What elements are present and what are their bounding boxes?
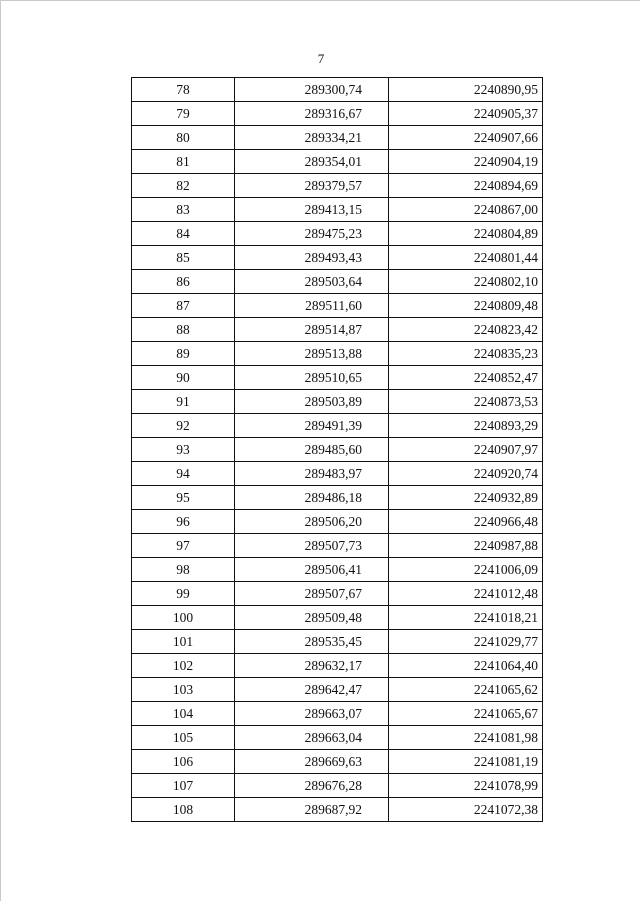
coordinates-table (131, 77, 543, 822)
y-coordinate-cell: 2240920,74 (389, 462, 543, 486)
coordinates-table-body (132, 78, 543, 822)
x-coordinate-cell: 289485,60 (235, 438, 389, 462)
y-coordinate-cell: 2241064,40 (389, 654, 543, 678)
point-number-cell: 95 (132, 486, 235, 510)
point-number-cell: 97 (132, 534, 235, 558)
x-coordinate-cell: 289632,17 (235, 654, 389, 678)
y-coordinate-cell: 2240823,42 (389, 318, 543, 342)
x-coordinate-cell: 289535,45 (235, 630, 389, 654)
point-number-cell: 81 (132, 150, 235, 174)
point-number-cell: 88 (132, 318, 235, 342)
y-coordinate-cell: 2241081,98 (389, 726, 543, 750)
table-row (132, 798, 543, 822)
point-number-cell: 93 (132, 438, 235, 462)
table-row (132, 102, 543, 126)
point-number-cell: 86 (132, 270, 235, 294)
table-row (132, 702, 543, 726)
y-coordinate-cell: 2240894,69 (389, 174, 543, 198)
point-number-cell: 79 (132, 102, 235, 126)
table-row (132, 126, 543, 150)
y-coordinate-cell: 2240932,89 (389, 486, 543, 510)
table-row (132, 462, 543, 486)
table-row (132, 606, 543, 630)
table-row (132, 510, 543, 534)
x-coordinate-cell: 289507,73 (235, 534, 389, 558)
point-number-cell: 96 (132, 510, 235, 534)
x-coordinate-cell: 289475,23 (235, 222, 389, 246)
x-coordinate-cell: 289491,39 (235, 414, 389, 438)
table-row (132, 774, 543, 798)
y-coordinate-cell: 2240907,97 (389, 438, 543, 462)
y-coordinate-cell: 2241029,77 (389, 630, 543, 654)
table-row (132, 150, 543, 174)
point-number-cell: 101 (132, 630, 235, 654)
x-coordinate-cell: 289687,92 (235, 798, 389, 822)
y-coordinate-cell: 2240904,19 (389, 150, 543, 174)
table-row (132, 318, 543, 342)
point-number-cell: 104 (132, 702, 235, 726)
x-coordinate-cell: 289316,67 (235, 102, 389, 126)
point-number-cell: 106 (132, 750, 235, 774)
table-row (132, 222, 543, 246)
y-coordinate-cell: 2241065,67 (389, 702, 543, 726)
x-coordinate-cell: 289676,28 (235, 774, 389, 798)
y-coordinate-cell: 2240893,29 (389, 414, 543, 438)
y-coordinate-cell: 2241065,62 (389, 678, 543, 702)
x-coordinate-cell: 289506,20 (235, 510, 389, 534)
y-coordinate-cell: 2240809,48 (389, 294, 543, 318)
x-coordinate-cell: 289334,21 (235, 126, 389, 150)
y-coordinate-cell: 2240966,48 (389, 510, 543, 534)
point-number-cell: 84 (132, 222, 235, 246)
point-number-cell: 102 (132, 654, 235, 678)
point-number-cell: 92 (132, 414, 235, 438)
point-number-cell: 99 (132, 582, 235, 606)
point-number-cell: 105 (132, 726, 235, 750)
table-row (132, 534, 543, 558)
table-row (132, 558, 543, 582)
y-coordinate-cell: 2240867,00 (389, 198, 543, 222)
table-row (132, 390, 543, 414)
point-number-cell: 87 (132, 294, 235, 318)
table-row (132, 366, 543, 390)
y-coordinate-cell: 2241072,38 (389, 798, 543, 822)
table-row (132, 198, 543, 222)
table-row (132, 294, 543, 318)
table-row (132, 678, 543, 702)
point-number-cell: 100 (132, 606, 235, 630)
point-number-cell: 98 (132, 558, 235, 582)
page-number: 7 (317, 51, 325, 66)
y-coordinate-cell: 2240987,88 (389, 534, 543, 558)
y-coordinate-cell: 2240873,53 (389, 390, 543, 414)
y-coordinate-cell: 2240905,37 (389, 102, 543, 126)
x-coordinate-cell: 289483,97 (235, 462, 389, 486)
point-number-cell: 91 (132, 390, 235, 414)
point-number-cell: 85 (132, 246, 235, 270)
point-number-cell: 80 (132, 126, 235, 150)
x-coordinate-cell: 289513,88 (235, 342, 389, 366)
y-coordinate-cell: 2240835,23 (389, 342, 543, 366)
x-coordinate-cell: 289507,67 (235, 582, 389, 606)
table-row (132, 582, 543, 606)
table-row (132, 78, 543, 102)
point-number-cell: 82 (132, 174, 235, 198)
y-coordinate-cell: 2241012,48 (389, 582, 543, 606)
x-coordinate-cell: 289413,15 (235, 198, 389, 222)
table-row (132, 726, 543, 750)
table-row (132, 438, 543, 462)
x-coordinate-cell: 289663,04 (235, 726, 389, 750)
point-number-cell: 103 (132, 678, 235, 702)
x-coordinate-cell: 289642,47 (235, 678, 389, 702)
table-row (132, 342, 543, 366)
x-coordinate-cell: 289511,60 (235, 294, 389, 318)
x-coordinate-cell: 289510,65 (235, 366, 389, 390)
x-coordinate-cell: 289354,01 (235, 150, 389, 174)
x-coordinate-cell: 289379,57 (235, 174, 389, 198)
y-coordinate-cell: 2241018,21 (389, 606, 543, 630)
x-coordinate-cell: 289493,43 (235, 246, 389, 270)
point-number-cell: 78 (132, 78, 235, 102)
point-number-cell: 107 (132, 774, 235, 798)
point-number-cell: 89 (132, 342, 235, 366)
x-coordinate-cell: 289503,64 (235, 270, 389, 294)
x-coordinate-cell: 289506,41 (235, 558, 389, 582)
point-number-cell: 94 (132, 462, 235, 486)
x-coordinate-cell: 289669,63 (235, 750, 389, 774)
y-coordinate-cell: 2241006,09 (389, 558, 543, 582)
table-row (132, 630, 543, 654)
y-coordinate-cell: 2241078,99 (389, 774, 543, 798)
y-coordinate-cell: 2240852,47 (389, 366, 543, 390)
x-coordinate-cell: 289486,18 (235, 486, 389, 510)
y-coordinate-cell: 2240801,44 (389, 246, 543, 270)
y-coordinate-cell: 2241081,19 (389, 750, 543, 774)
point-number-cell: 90 (132, 366, 235, 390)
x-coordinate-cell: 289509,48 (235, 606, 389, 630)
x-coordinate-cell: 289503,89 (235, 390, 389, 414)
point-number-cell: 108 (132, 798, 235, 822)
x-coordinate-cell: 289663,07 (235, 702, 389, 726)
y-coordinate-cell: 2240890,95 (389, 78, 543, 102)
table-row (132, 414, 543, 438)
table-row (132, 246, 543, 270)
table-row (132, 750, 543, 774)
x-coordinate-cell: 289300,74 (235, 78, 389, 102)
point-number-cell: 83 (132, 198, 235, 222)
x-coordinate-cell: 289514,87 (235, 318, 389, 342)
table-row (132, 270, 543, 294)
y-coordinate-cell: 2240907,66 (389, 126, 543, 150)
table-row (132, 486, 543, 510)
table-row (132, 174, 543, 198)
y-coordinate-cell: 2240804,89 (389, 222, 543, 246)
table-row (132, 654, 543, 678)
y-coordinate-cell: 2240802,10 (389, 270, 543, 294)
